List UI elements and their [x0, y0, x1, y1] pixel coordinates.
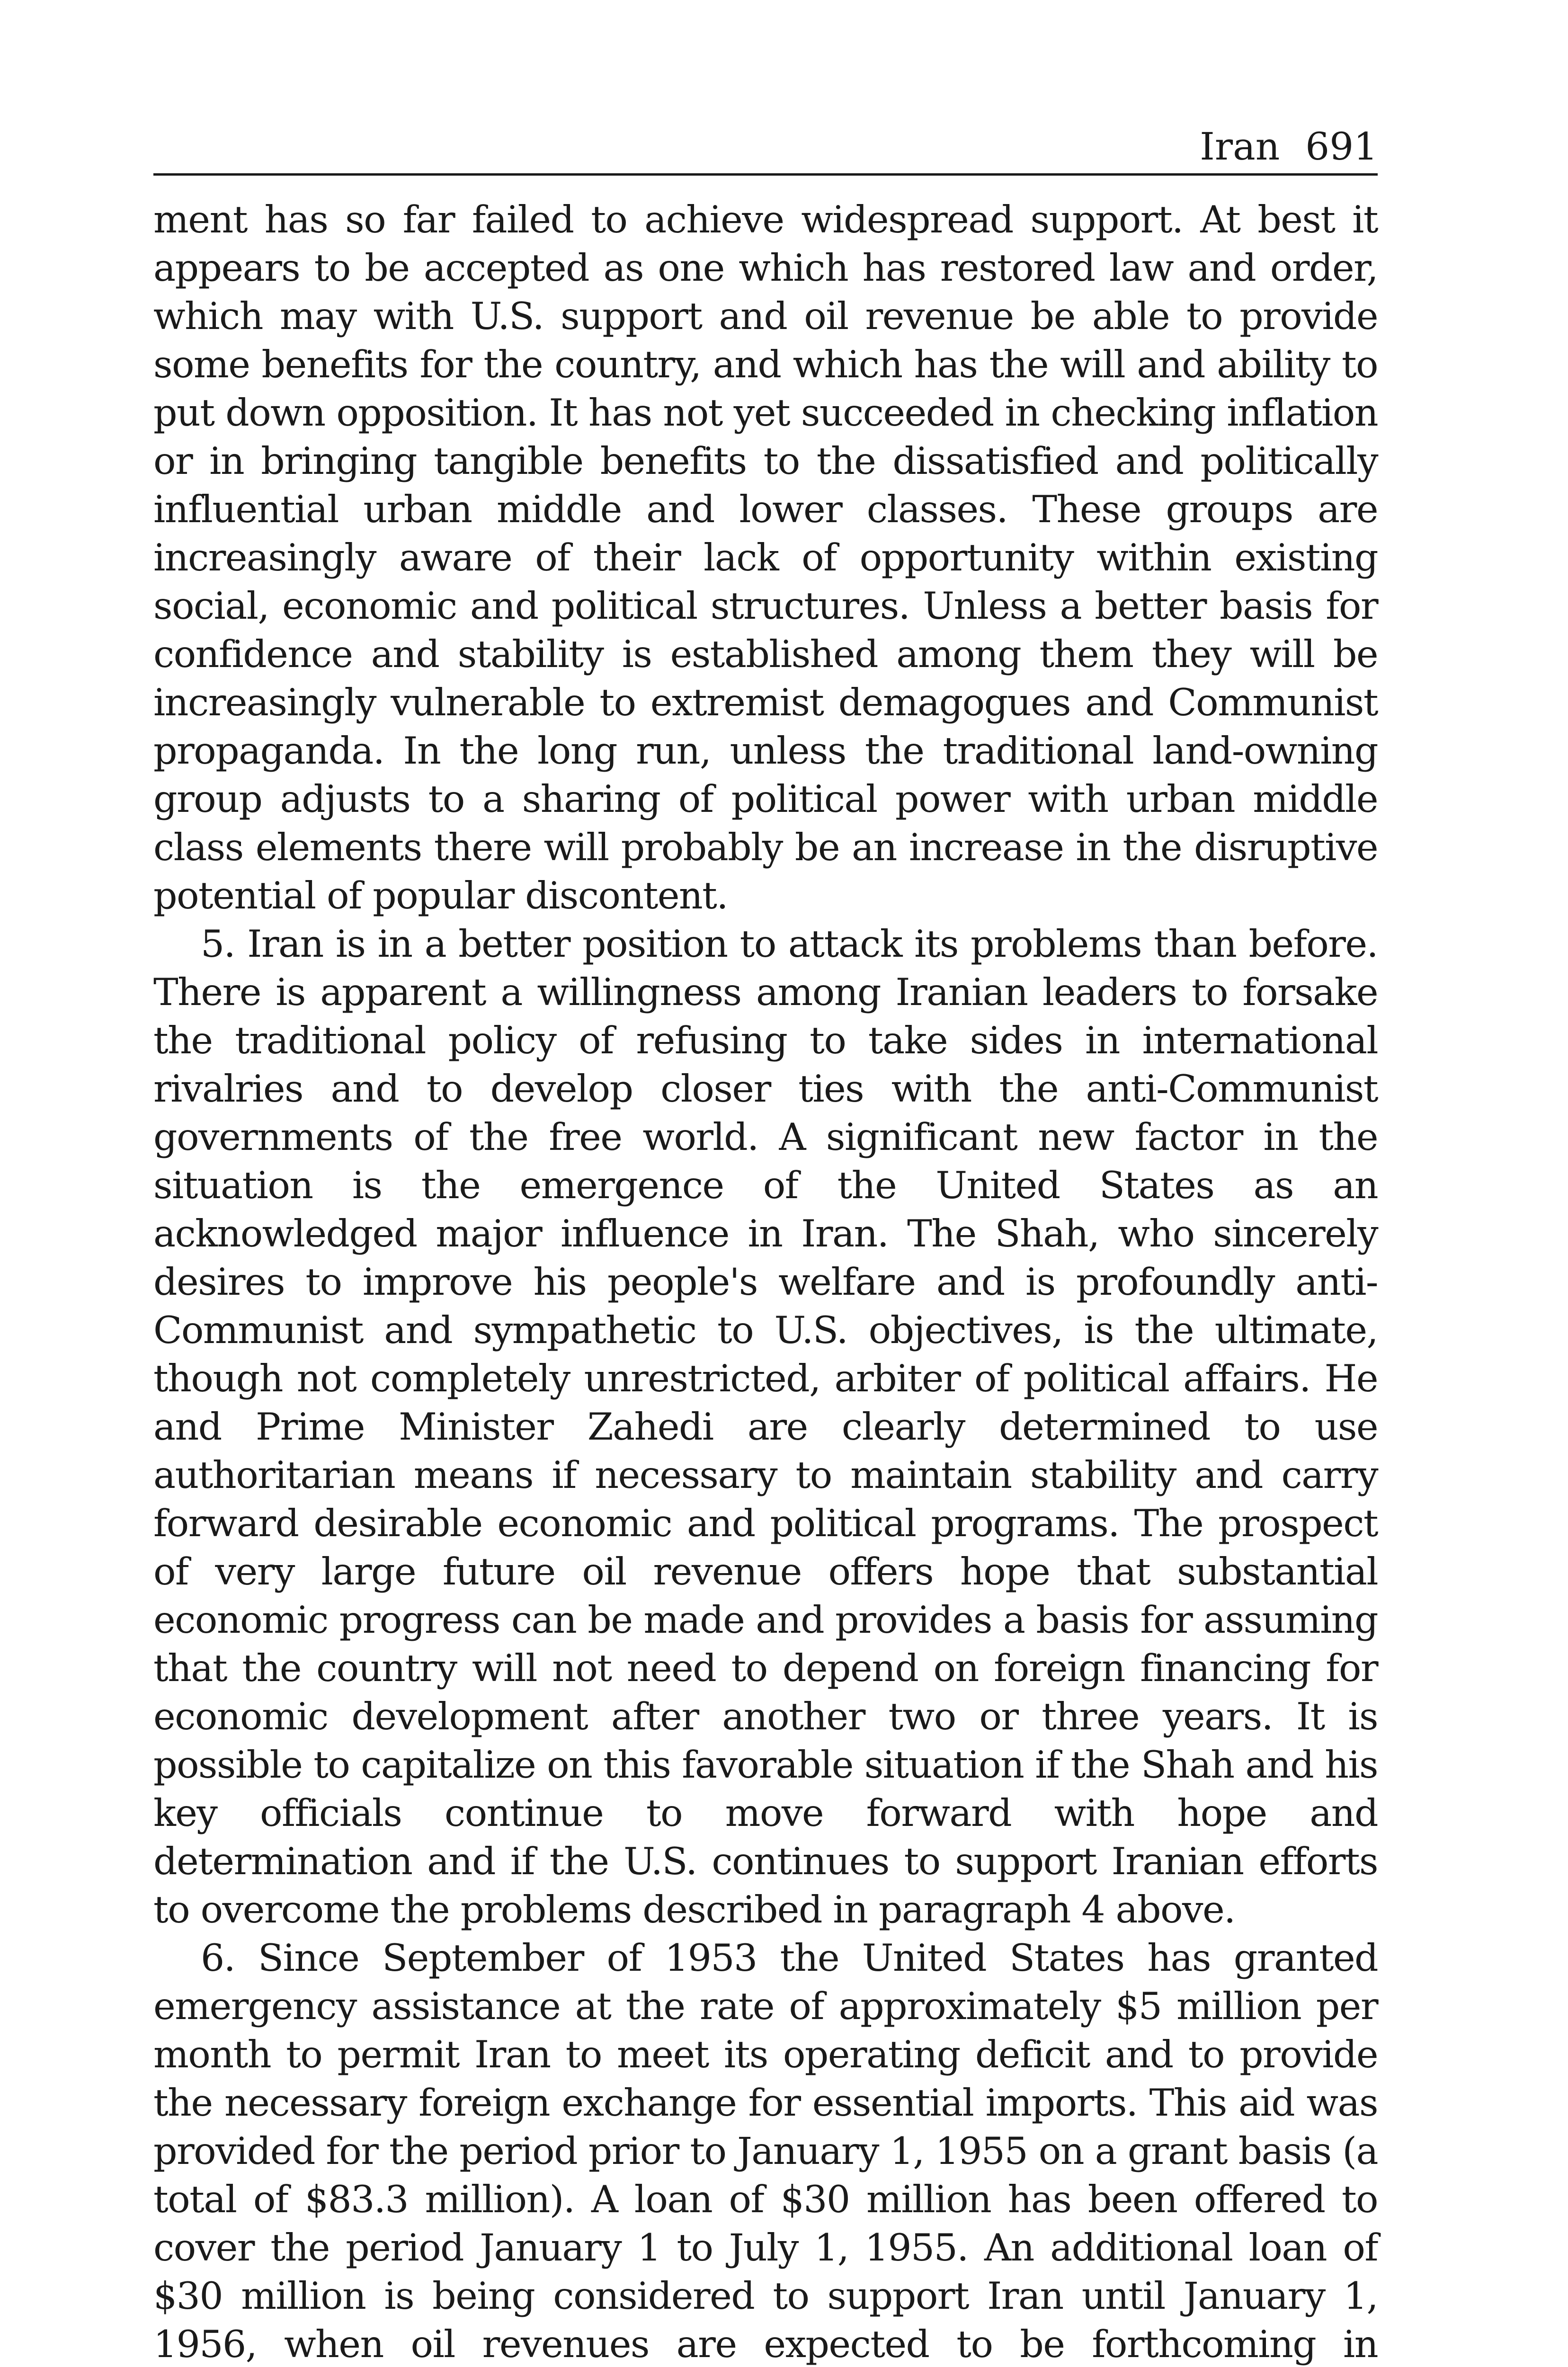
body-text — [153, 196, 1378, 2367]
running-head — [153, 125, 1378, 176]
page-number: 691 — [1305, 125, 1378, 169]
section-title: Iran — [1200, 125, 1280, 169]
paragraph-continued: ment has so far failed to achieve widespread support. At best it appears to be accepted as one which has restored law and order, which may with U.S. support and oil revenue be able to provide some benefits for the country, and which has the will and ability to put down opposition. It has not yet succeeded in checking inflation or in bringing tangible benefits to the dissatisfied and politically influential urban middle and lower classes. These groups are increasingly aware of their lack of opportunity within existing social, economic and political structures. Unless a better basis for confidence and stability is established among them they will be increasingly vulnerable to extremist demagogues and Communist propaganda. In the long run, unless the traditional land-owning group adjusts to a sharing of political power with urban middle class elements there will probably be an increase in the disruptive potential of popular discontent. — [153, 198, 1378, 917]
document-page — [153, 125, 1378, 2367]
paragraph-6: 6. Since September of 1953 the United States has granted emergency assistance at the rate of approximately $5 million per month to permit Iran to meet its operating deficit and to provide the necessary foreign exchange for essential imports. This aid was provided for the period prior to January 1, 1955 on a grant basis (a total of $83.3 million). A loan of $30 million has been offered to cover the period January 1 to July 1, 1955. An additional loan of $30 million is being considered to support Iran until January 1, 1956, when oil revenues are expected to be forthcoming in — [153, 1936, 1378, 2366]
paragraph-5: 5. Iran is in a better position to attack its problems than before. There is apparent a willingness among Iranian leaders to forsake the traditional policy of refusing to take sides in international rivalries and to develop closer ties with the anti-Communist governments of the free world. A significant new factor in the situation is the emergence of the United States as an acknowledged major influence in Iran. The Shah, who sincerely desires to improve his people's welfare and is profoundly anti-Communist and sympathetic to U.S. objectives, is the ultimate, though not completely unrestricted, arbiter of political affairs. He and Prime Minister Zahedi are clearly determined to use authoritarian means if necessary to maintain stability and carry forward desirable economic and political programs. The prospect of very large future oil revenue offers hope that substantial economic progress can be made and provides a basis for assuming that the country will not need to depend on foreign financing for economic development after another two or three years. It is possible to capitalize on this favorable situation if the Shah and his key officials continue to move forward with hope and determination and if the U.S. continues to support Iranian efforts to overcome the problems described in paragraph 4 above. — [153, 922, 1378, 1931]
